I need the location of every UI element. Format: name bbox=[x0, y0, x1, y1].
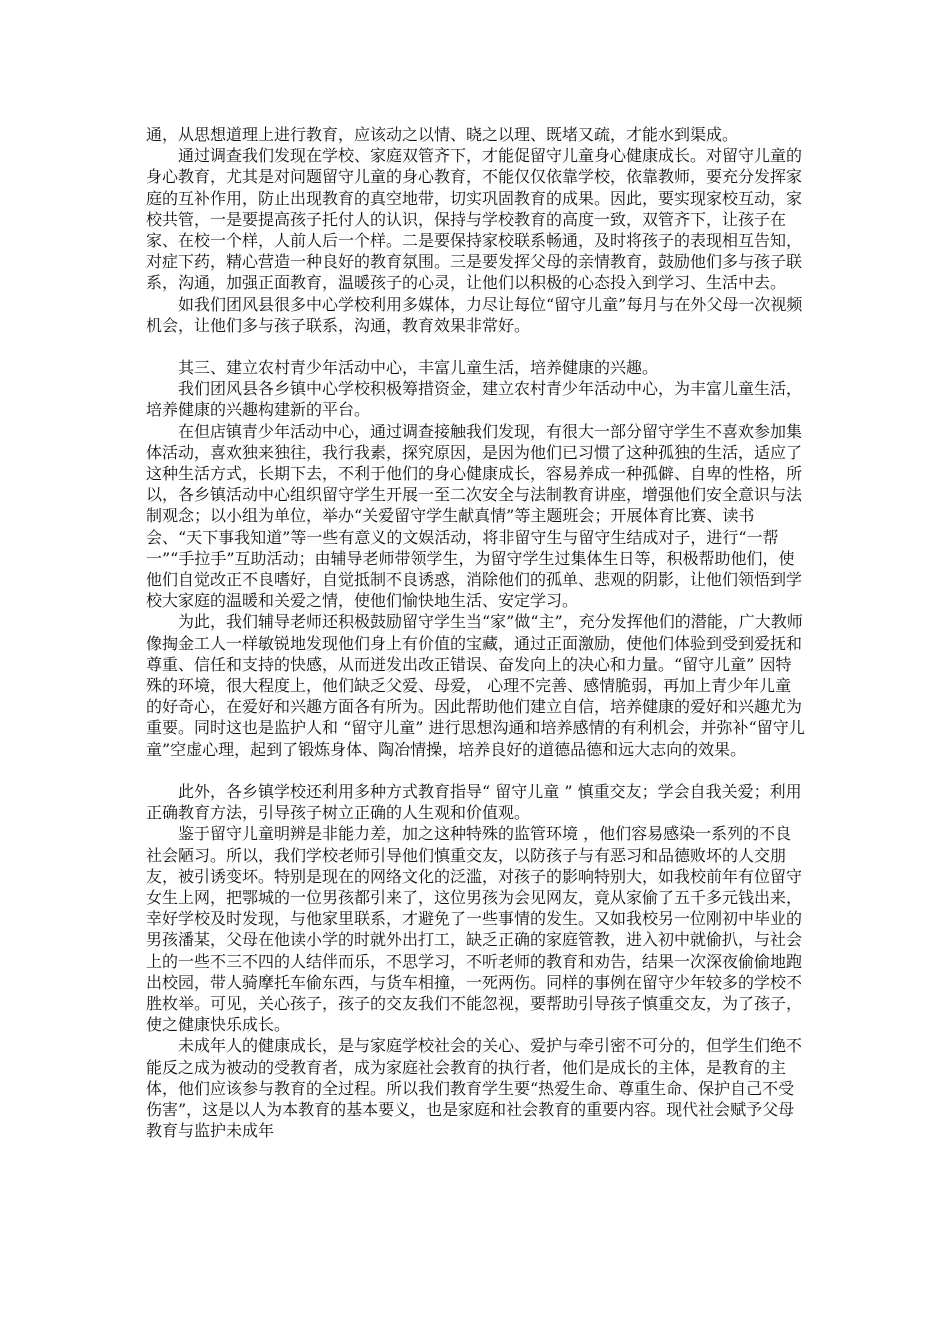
document-body bbox=[146, 124, 806, 1141]
paragraph-dandian: 在但店镇青少年活动中心，通过调查接触我们发现，有很大一部分留守学生不喜欢参加集体活动，喜欢独来独往，我行我素，探究原因，是因为他们已习惯了这种孤独的生活，适应了这种生活方式，长期下去，不利于他们的身心健康成长，容易养成一种孤僻、自卑的性格，所以，各乡镇活动中心组织留守学生开展一至二次安全与法制教育讲座，增强他们安全意识与法制观念；以小组为单位，举办“关爱留守学生献真情”等主题班会；开展体育比赛、读书会、“天下事我知道”等一些有意义的文娱活动，将非留守生与留守生结成对子，进行“一帮一”“手拉手”互助活动；由辅导老师带领学生，为留守学生过集体生日等，积极帮助他们，使他们自觉改正不良嗜好，自觉抵制不良诱惑，消除他们的孤单、悲观的阴影，让他们领悟到学校大家庭的温暖和关爱之情，使他们愉快地生活、安定学习。 bbox=[146, 421, 803, 611]
paragraph-continuation: 通，从思想道理上进行教育，应该动之以情、晓之以理、既堵又疏，才能水到渠成。 bbox=[146, 125, 739, 144]
paragraph-multimedia: 如我们团风县很多中心学校利用多媒体，力尽让每位“留守儿童”每月与在外父母一次视频机会，让他们多与孩子联系，沟通，教育效果非常好。 bbox=[146, 294, 803, 335]
paragraph-minors: 未成年人的健康成长，是与家庭学校社会的关心、爱护与牵引密不可分的，但学生们绝不能反之成为被动的受教育者，成为家庭社会教育的执行者，他们是成长的主体，是教育的主体，他们应该参与教育的全过程。所以我们教育学生要“热爱生命、尊重生命、保护自己不受伤害”，这是以人为本教育的基本要义，也是家庭和社会教育的重要内容。现代社会赋予父母教育与监护未成年 bbox=[146, 1036, 803, 1141]
paragraph-funding: 我们团风县各乡镇中心学校积极筹措资金，建立农村青少年活动中心，为丰富儿童生活，培养健康的兴趣构建新的平台。 bbox=[146, 379, 803, 420]
paragraph-home-school: 通过调查我们发现在学校、家庭双管齐下，才能促留守儿童身心健康成长。对留守儿童的身心教育，尤其是对问题留守儿童的身心教育，不能仅仅依靠学校，依靠教师，要充分发挥家庭的互补作用，防止出现教育的真空地带，切实巩固教育的成果。因此，要实现家校互动，家校共管，一是要提高孩子托付人的认识，保持与学校教育的高度一致，双管齐下，让孩子在家、在校一个样，人前人后一个样。二是要保持家校联系畅通，及时将孩子的表现相互告知，对症下药，精心营造一种良好的教育氛围。三是要发挥父母的亲情教育，鼓励他们多与孩子联系，沟通，加强正面教育，温暖孩子的心灵，让他们以积极的心态投入到学习、生活中去。 bbox=[146, 146, 803, 293]
paragraph-encourage: 为此，我们辅导老师还积极鼓励留守学生当“家”做“主”，充分发挥他们的潜能，广大教师像掏金工人一样敏锐地发现他们身上有价值的宝藏，通过正面激励，使他们体验到受到爱抚和尊重、信任和支持的快感，从而迸发出改正错误、奋发向上的决心和力量。“留守儿童” 因特殊的环境，很大程度上，他们缺乏父爱、母爱， 心理不完善、感情脆弱，再加上青少年儿童的好奇心，在爱好和兴趣方面各有所为。因此帮助他们建立自信，培养健康的爱好和兴趣尤为重要。同时这也是监护人和 “留守儿童” 进行思想沟通和培养感情的有利机会，并弥补“留守儿童”空虚心理，起到了锻炼身体、陶冶情操，培养良好的道德品德和远大志向的效果。 bbox=[146, 612, 805, 759]
section-heading-activity-center: 其三、建立农村青少年活动中心，丰富儿童生活，培养健康的兴趣。 bbox=[178, 358, 659, 378]
paragraph-gap bbox=[146, 760, 806, 781]
paragraph-gap bbox=[146, 336, 806, 357]
paragraph-friendship: 鉴于留守儿童明辨是非能力差，加之这种特殊的监管环境 ，他们容易感染一系列的不良社会陋习。所以，我们学校老师引导他们慎重交友，以防孩子与有恶习和品德败坏的人交朋友，被引诱变坏。特别是现在的网络文化的泛滥，对孩子的影响特别大，如我校前年有位留守女生上网，把鄂城的一位男孩都引来了，这位男孩为会见网友，竟从家偷了五千多元钱出来，幸好学校及时发现，与他家里联系，才避免了一些事情的发生。又如我校另一位刚初中毕业的男孩潘某，父母在他读小学的时就外出打工，缺乏正确的家庭管教，进入初中就偷扒，与社会上的一些不三不四的人结伴而乐，不思学习，不听老师的教育和劝告，结果一次深夜偷偷地跑出校园，带人骑摩托车偷东西，与货车相撞，一死两伤。同样的事例在留守少年较多的学校不胜枚举。可见，关心孩子，孩子的交友我们不能忽视，要帮助引导孩子慎重交友，为了孩子，使之健康快乐成长。 bbox=[146, 824, 803, 1035]
paragraph-guidance: 此外，各乡镇学校还利用多种方式教育指导“ 留守儿童 ” 慎重交友；学会自我关爱；利用正确教育方法，引导孩子树立正确的人生观和价值观。 bbox=[146, 781, 802, 823]
